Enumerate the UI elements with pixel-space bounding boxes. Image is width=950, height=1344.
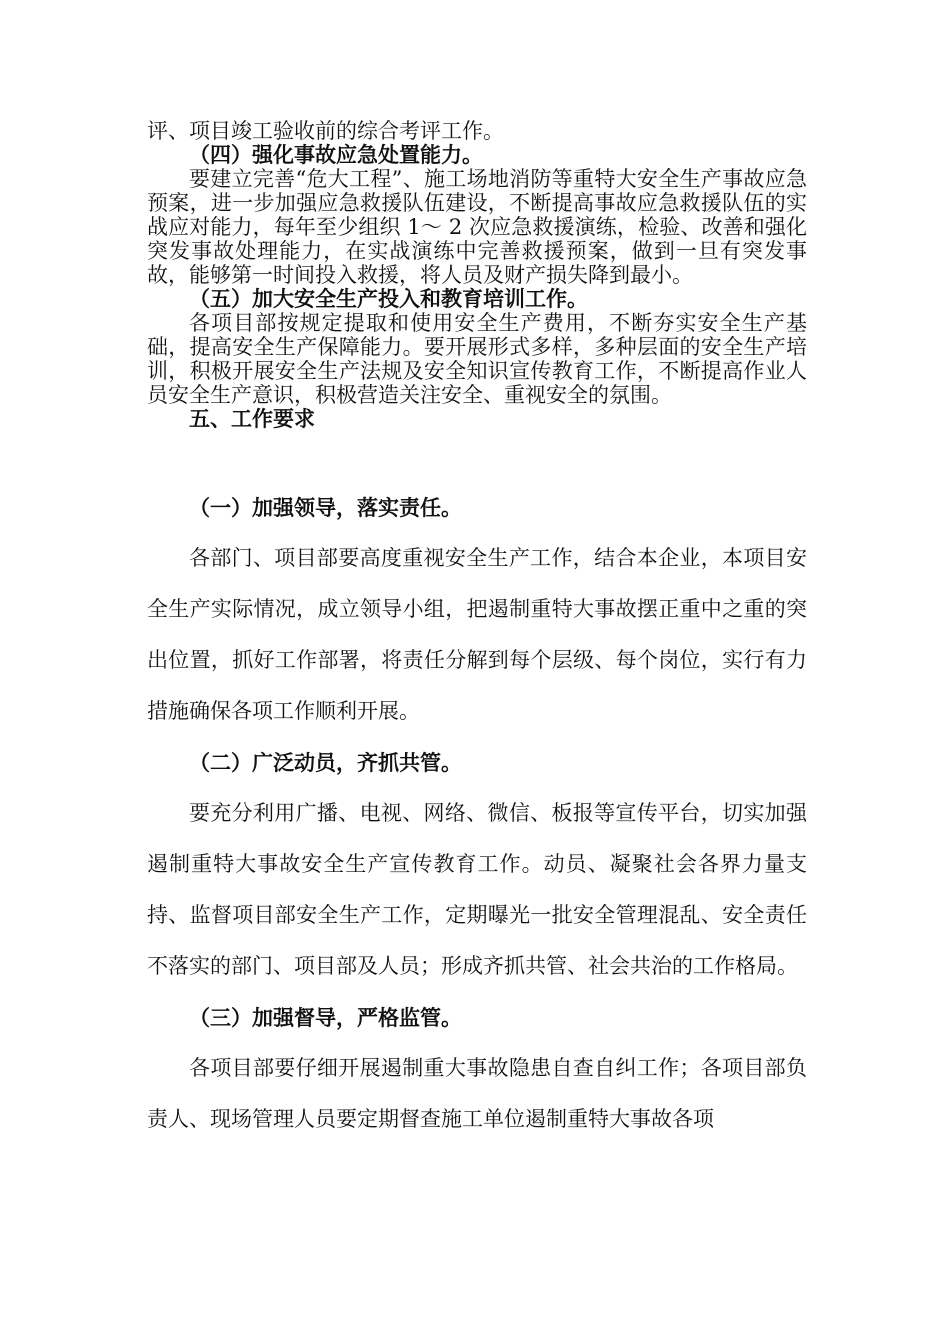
paragraph-1: 各部门、项目部要高度重视安全生产工作，结合本企业，本项目安全生产实际情况，成立领导小组，把遏制重特大事故摆正重中之重的突出位置，抓好工作部署，将责任分解到每个层级、每个岗位，实行有力措施确保各项工作顺利开展。: [147, 546, 807, 723]
heading-4: （四）强化事故应急处置能力。: [189, 142, 483, 167]
continuation-text: 评、项目竣工验收前的综合考评工作。: [147, 119, 504, 143]
heading-1: （一）加强领导，落实责任。: [189, 495, 462, 520]
top-section: [147, 119, 807, 431]
section-title: 五、工作要求: [189, 406, 315, 431]
heading-5: （五）加大安全生产投入和教育培训工作。: [189, 286, 588, 311]
bottom-section: [147, 482, 807, 1145]
paragraph-4: 要建立完善“危大工程”、施工场地消防等重特大安全生产事故应急预案，进一步加强应急救援队伍建设，不断提高事故应急救援队伍的实战应对能力，每年至少组织 1～ 2 次应急救援演练，检验、改善和强化突发事故处理能力，在实战演练中完善救援预案，做到一旦有突发事故，能够第一时间投入救援，将人员及财产损失降到最小。: [147, 167, 807, 287]
paragraph-5: 各项目部按规定提取和使用安全生产费用，不断夯实安全生产基础，提高安全生产保障能力。要开展形式多样，多种层面的安全生产培训，积极开展安全生产法规及安全知识宣传教育工作，不断提高作业人员安全生产意识，积极营造关注安全、重视安全的氛围。: [147, 311, 807, 407]
paragraph-3: 各项目部要仔细开展遏制重大事故隐患自查自纠工作；各项目部负责人、现场管理人员要定期督查施工单位遏制重特大事故各项: [147, 1056, 807, 1131]
heading-3: （三）加强督导，严格监管。: [189, 1005, 462, 1030]
heading-2: （二）广泛动员，齐抓共管。: [189, 750, 462, 775]
paragraph-2: 要充分利用广播、电视、网络、微信、板报等宣传平台，切实加强遏制重特大事故安全生产宣传教育工作。动员、凝聚社会各界力量支持、监督项目部安全生产工作，定期曝光一批安全管理混乱、安全责任不落实的部门、项目部及人员；形成齐抓共管、社会共治的工作格局。: [147, 801, 807, 978]
